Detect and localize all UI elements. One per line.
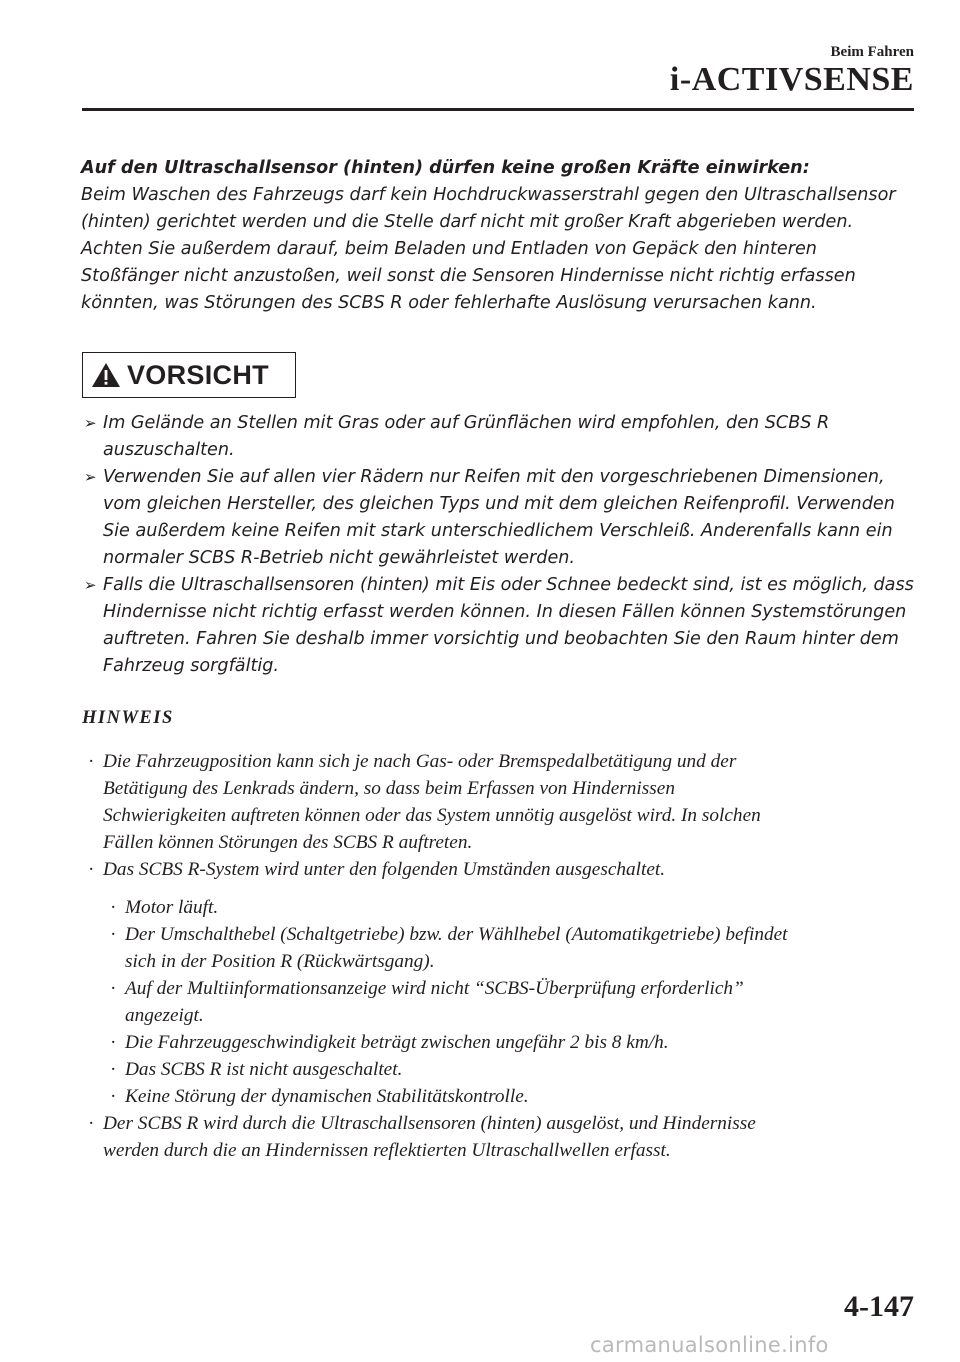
list-item — [110, 1056, 918, 1083]
intro-line: Beim Waschen des Fahrzeugs darf kein Hochdruckwasserstrahl gegen den Ultraschallsensor — [81, 185, 896, 205]
text-line: Fahrzeug sorgfältig. — [103, 656, 279, 676]
list-item — [84, 464, 924, 572]
warning-triangle-icon — [91, 362, 121, 388]
list-item — [110, 921, 918, 975]
caution-box — [82, 352, 296, 398]
text-line: sich in der Position R (Rückwärtsgang). — [125, 951, 435, 972]
text-line: normaler SCBS R-Betrieb nicht gewährleistet werden. — [103, 548, 576, 568]
page-number: 4-147 — [844, 1290, 914, 1323]
caution-list — [84, 410, 924, 680]
text-line: auftreten. Fahren Sie deshalb immer vorsichtig und beobachten Sie den Raum hinter dem — [103, 629, 899, 649]
text-line: Das SCBS R-System wird unter den folgenden Umständen ausgeschaltet. — [103, 859, 666, 880]
watermark: carmanualsonline.info — [590, 1333, 829, 1357]
text-line: Falls die Ultraschallsensoren (hinten) mit Eis oder Schnee bedeckt sind, ist es möglich, dass — [103, 575, 914, 595]
header-rule — [82, 108, 914, 111]
page-title: i-ACTIVSENSE — [669, 61, 914, 98]
list-item — [88, 1110, 918, 1164]
list-item — [110, 894, 918, 921]
bullet-dot-icon: · — [110, 1086, 117, 1107]
text-line: Der Umschalthebel (Schaltgetriebe) bzw. der Wählhebel (Automatikgetriebe) befindet — [125, 924, 788, 945]
list-item — [88, 856, 918, 1110]
text-line: Keine Störung der dynamischen Stabilitätskontrolle. — [125, 1086, 529, 1107]
text-line: werden durch die an Hindernissen reflektierten Ultraschallwellen erfasst. — [103, 1140, 671, 1161]
bullet-dot-icon: · — [110, 978, 117, 999]
text-line: Auf der Multiinformationsanzeige wird nicht “SCBS-Überprüfung erforderlich” — [125, 978, 744, 999]
text-line: Schwierigkeiten auftreten können oder das System unnötig ausgelöst wird. In solchen — [103, 805, 761, 826]
intro-line: könnten, was Störungen des SCBS R oder fehlerhafte Auslösung verursachen kann. — [81, 293, 817, 313]
bullet-dot-icon: · — [88, 1113, 95, 1134]
list-item — [110, 1029, 918, 1056]
text-line: Motor läuft. — [125, 897, 219, 918]
bullet-dot-icon: · — [110, 897, 117, 918]
bullet-dot-icon: · — [110, 924, 117, 945]
text-line: vom gleichen Hersteller, des gleichen Typs und mit dem gleichen Reifenprofil. Verwenden — [103, 494, 895, 514]
arrow-bullet-icon: ➢ — [84, 468, 97, 486]
list-item — [110, 1083, 918, 1110]
text-line: angezeigt. — [125, 1005, 204, 1026]
intro-line: (hinten) gerichtet werden und die Stelle darf nicht mit großer Kraft abgerieben werden. — [81, 212, 854, 232]
text-line: Betätigung des Lenkrads ändern, so dass beim Erfassen von Hindernissen — [103, 778, 675, 799]
note-title: HINWEIS — [82, 708, 174, 728]
notes-list — [88, 748, 918, 1164]
text-line: Verwenden Sie auf allen vier Rädern nur Reifen mit den vorgeschriebenen Dimensionen, — [103, 467, 885, 487]
intro-line: Achten Sie außerdem darauf, beim Beladen und Entladen von Gepäck den hinteren — [81, 239, 817, 259]
section-label: Beim Fahren — [830, 44, 914, 60]
list-item — [88, 748, 918, 856]
list-item — [110, 975, 918, 1029]
bullet-dot-icon: · — [88, 859, 95, 880]
text-line: Das SCBS R ist nicht ausgeschaltet. — [125, 1059, 403, 1080]
bullet-dot-icon: · — [110, 1059, 117, 1080]
bullet-dot-icon: · — [110, 1032, 117, 1053]
intro-paragraph — [81, 155, 921, 317]
sub-notes-list — [103, 894, 918, 1110]
arrow-bullet-icon: ➢ — [84, 576, 97, 594]
list-item — [84, 410, 924, 464]
intro-line: Stoßfänger nicht anzustoßen, weil sonst die Sensoren Hindernisse nicht richtig erfassen — [81, 266, 856, 286]
caution-label: VORSICHT — [127, 359, 269, 390]
intro-heading: Auf den Ultraschallsensor (hinten) dürfen keine großen Kräfte einwirken: — [81, 158, 810, 178]
arrow-bullet-icon: ➢ — [84, 414, 97, 432]
list-item — [84, 572, 924, 680]
text-line: Die Fahrzeugposition kann sich je nach Gas- oder Bremspedalbetätigung und der — [103, 751, 737, 772]
text-line: Die Fahrzeuggeschwindigkeit beträgt zwischen ungefähr 2 bis 8 km/h. — [125, 1032, 669, 1053]
text-line: Im Gelände an Stellen mit Gras oder auf Grünflächen wird empfohlen, den SCBS R — [103, 413, 830, 433]
text-line: Sie außerdem keine Reifen mit stark unterschiedlichem Verschleiß. Anderenfalls kann ein — [103, 521, 893, 541]
bullet-dot-icon: · — [88, 751, 95, 772]
text-line: Der SCBS R wird durch die Ultraschallsensoren (hinten) ausgelöst, und Hindernisse — [103, 1113, 756, 1134]
text-line: Fällen können Störungen des SCBS R auftreten. — [103, 832, 473, 853]
text-line: auszuschalten. — [103, 440, 235, 460]
text-line: Hindernisse nicht richtig erfasst werden können. In diesen Fällen können Systemstörungen — [103, 602, 907, 622]
